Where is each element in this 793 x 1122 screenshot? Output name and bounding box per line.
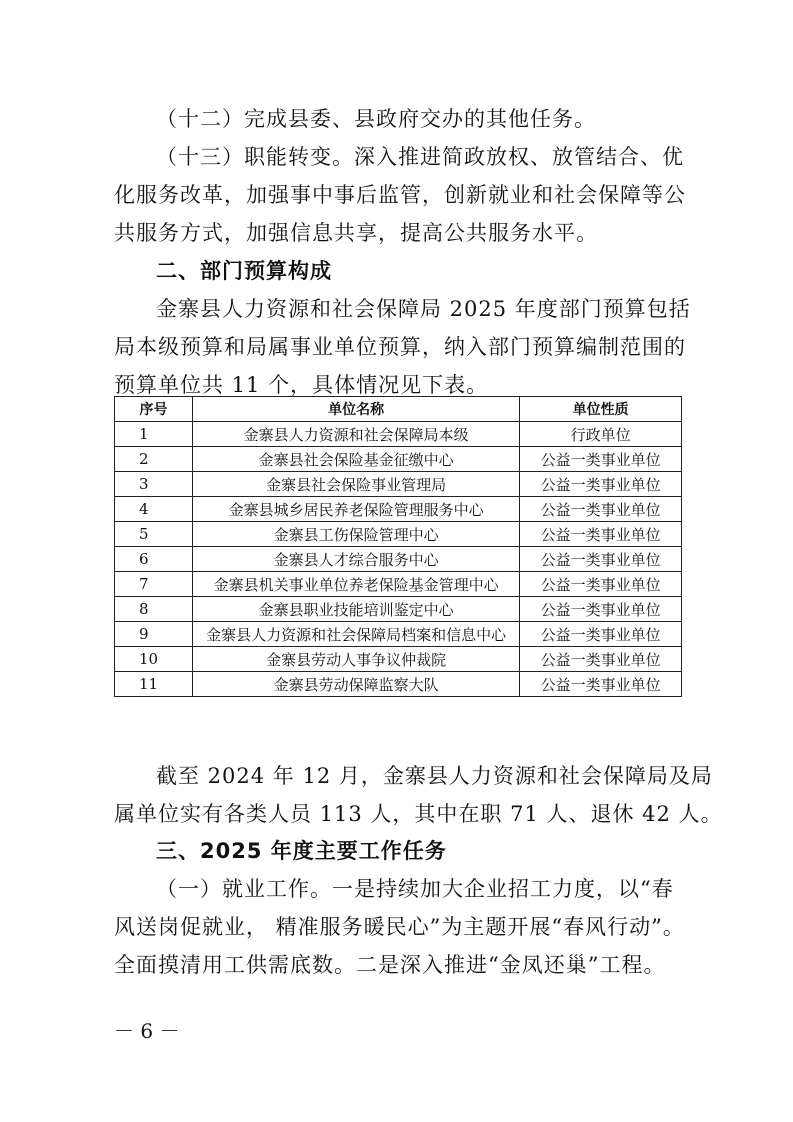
table-row xyxy=(115,672,682,697)
paragraph-employment xyxy=(114,870,684,984)
header-unit-name: 单位名称 xyxy=(192,397,519,422)
cell-unit-name: 金寨县职业技能培训鉴定中心 xyxy=(192,597,519,622)
cell-unit-type: 公益一类事业单位 xyxy=(520,572,682,597)
cell-serial: 5 xyxy=(115,522,193,547)
paragraph-task-13 xyxy=(114,138,684,252)
cell-unit-type: 公益一类事业单位 xyxy=(520,547,682,572)
text-line: 属单位实有各类人员 113 人，其中在职 71 人、退休 42 人。 xyxy=(114,802,723,826)
text-line: 风送岗促就业， 精准服务暖民心”为主题开展“春风行动”。 xyxy=(114,915,685,939)
cell-unit-type: 公益一类事业单位 xyxy=(520,522,682,547)
cell-serial: 1 xyxy=(115,422,193,447)
text-line: （十三）职能转变。深入推进简政放权、放管结合、优 xyxy=(156,145,684,169)
text-line: 化服务改革，加强事中事后监管，创新就业和社会保障等公 xyxy=(114,183,686,207)
cell-unit-name: 金寨县人力资源和社会保障局本级 xyxy=(192,422,519,447)
cell-unit-name: 金寨县人才综合服务中心 xyxy=(192,547,519,572)
cell-serial: 7 xyxy=(115,572,193,597)
cell-unit-name: 金寨县人力资源和社会保障局档案和信息中心 xyxy=(192,622,519,647)
cell-unit-name: 金寨县机关事业单位养老保险基金管理中心 xyxy=(192,572,519,597)
cell-unit-name: 金寨县社会保险基金征缴中心 xyxy=(192,447,519,472)
text-line: （一）就业工作。一是持续加大企业招工力度，以“春 xyxy=(156,877,674,901)
table-row xyxy=(115,647,682,672)
section-heading-budget-structure: 二、部门预算构成 xyxy=(156,259,332,283)
cell-serial: 11 xyxy=(115,672,193,697)
table-row xyxy=(115,572,682,597)
header-unit-type: 单位性质 xyxy=(520,397,682,422)
cell-unit-type: 公益一类事业单位 xyxy=(520,472,682,497)
paragraph-staff xyxy=(114,757,723,833)
table-row xyxy=(115,547,682,572)
table-row xyxy=(115,622,682,647)
cell-serial: 6 xyxy=(115,547,193,572)
cell-serial: 4 xyxy=(115,497,193,522)
cell-unit-name: 金寨县劳动保障监察大队 xyxy=(192,672,519,697)
cell-serial: 9 xyxy=(115,622,193,647)
cell-unit-type: 公益一类事业单位 xyxy=(520,672,682,697)
cell-unit-name: 金寨县社会保险事业管理局 xyxy=(192,472,519,497)
cell-unit-type: 公益一类事业单位 xyxy=(520,447,682,472)
cell-serial: 8 xyxy=(115,597,193,622)
header-serial: 序号 xyxy=(115,397,193,422)
table-row xyxy=(115,497,682,522)
cell-unit-type: 公益一类事业单位 xyxy=(520,622,682,647)
cell-serial: 3 xyxy=(115,472,193,497)
cell-unit-type: 行政单位 xyxy=(520,422,682,447)
budget-units-table xyxy=(114,396,682,697)
paragraph-budget-intro xyxy=(114,290,691,404)
table-row xyxy=(115,522,682,547)
page-number: － 6 － xyxy=(114,1019,180,1043)
text-line: 截至 2024 年 12 月，金寨县人力资源和社会保障局及局 xyxy=(156,764,713,788)
cell-serial: 10 xyxy=(115,647,193,672)
text-line: 预算单位共 11 个，具体情况见下表。 xyxy=(114,373,489,397)
cell-unit-name: 金寨县工伤保险管理中心 xyxy=(192,522,519,547)
cell-unit-type: 公益一类事业单位 xyxy=(520,647,682,672)
cell-unit-type: 公益一类事业单位 xyxy=(520,497,682,522)
table-row xyxy=(115,472,682,497)
cell-unit-type: 公益一类事业单位 xyxy=(520,597,682,622)
table-row xyxy=(115,422,682,447)
text-line: （十二）完成县委、县政府交办的其他任务。 xyxy=(156,107,596,131)
table-header-row xyxy=(115,397,682,422)
section-heading-main-tasks: 三、2025 年度主要工作任务 xyxy=(156,839,447,863)
paragraph-task-12 xyxy=(114,100,684,138)
table-row xyxy=(115,597,682,622)
cell-serial: 2 xyxy=(115,447,193,472)
text-line: 共服务方式，加强信息共享，提高公共服务水平。 xyxy=(114,221,598,245)
text-line: 金寨县人力资源和社会保障局 2025 年度部门预算包括 xyxy=(156,297,691,321)
cell-unit-name: 金寨县劳动人事争议仲裁院 xyxy=(192,647,519,672)
cell-unit-name: 金寨县城乡居民养老保险管理服务中心 xyxy=(192,497,519,522)
text-line: 局本级预算和局属事业单位预算，纳入部门预算编制范围的 xyxy=(114,335,686,359)
text-line: 全面摸清用工供需底数。二是深入推进“金凤还巢”工程。 xyxy=(114,953,666,977)
table-row xyxy=(115,447,682,472)
